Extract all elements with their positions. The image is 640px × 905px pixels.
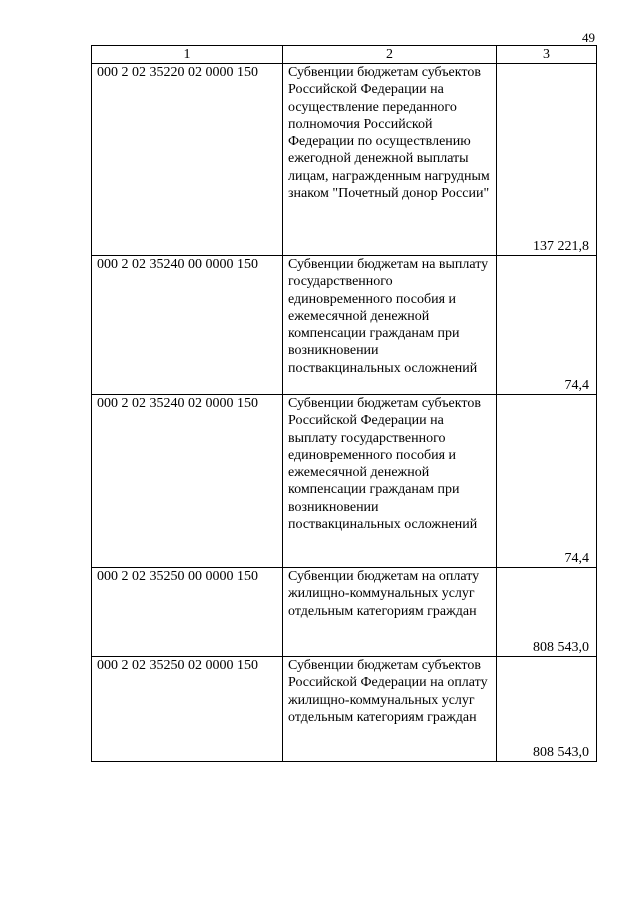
row-name: Субвенции бюджетам субъектов Российской Федерации на оплату жилищно-коммунальных услуг отдельным категориям граждан: [283, 657, 497, 762]
row-amount: 808 543,0: [497, 657, 597, 762]
row-code: 000 2 02 35250 00 0000 150: [92, 568, 283, 657]
row-name: Субвенции бюджетам на оплату жилищно-коммунальных услуг отдельным категориям граждан: [283, 568, 497, 657]
row-amount: 808 543,0: [497, 568, 597, 657]
row-name: Субвенции бюджетам на выплату государственного единовременного пособия и ежемесячной денежной компенсации гражданам при возникновении поствакцинальных осложнений: [283, 256, 497, 395]
table-row: [92, 568, 597, 657]
budget-table: [91, 45, 597, 762]
page-number: 49: [582, 30, 595, 45]
row-amount: 74,4: [497, 256, 597, 395]
row-code: 000 2 02 35220 02 0000 150: [92, 64, 283, 256]
table-row: [92, 395, 597, 568]
table-row: [92, 256, 597, 395]
column-header-amount: 3: [497, 46, 597, 64]
row-name: Субвенции бюджетам субъектов Российской Федерации на выплату государственного единовременного пособия и ежемесячной денежной компенсации гражданам при возникновении поствакцинальных осложнений: [283, 395, 497, 568]
row-amount: 74,4: [497, 395, 597, 568]
row-code: 000 2 02 35240 02 0000 150: [92, 395, 283, 568]
table-row: [92, 64, 597, 256]
column-header-name: 2: [283, 46, 497, 64]
column-header-code: 1: [92, 46, 283, 64]
row-amount: 137 221,8: [497, 64, 597, 256]
table-header-row: [92, 46, 597, 64]
row-name: Субвенции бюджетам субъектов Российской Федерации на осуществление переданного полномочия Российской Федерации по осуществлению ежегодной денежной выплаты лицам, награжденным нагрудным знаком "Почетный донор России": [283, 64, 497, 256]
row-code: 000 2 02 35250 02 0000 150: [92, 657, 283, 762]
row-code: 000 2 02 35240 00 0000 150: [92, 256, 283, 395]
table-row: [92, 657, 597, 762]
